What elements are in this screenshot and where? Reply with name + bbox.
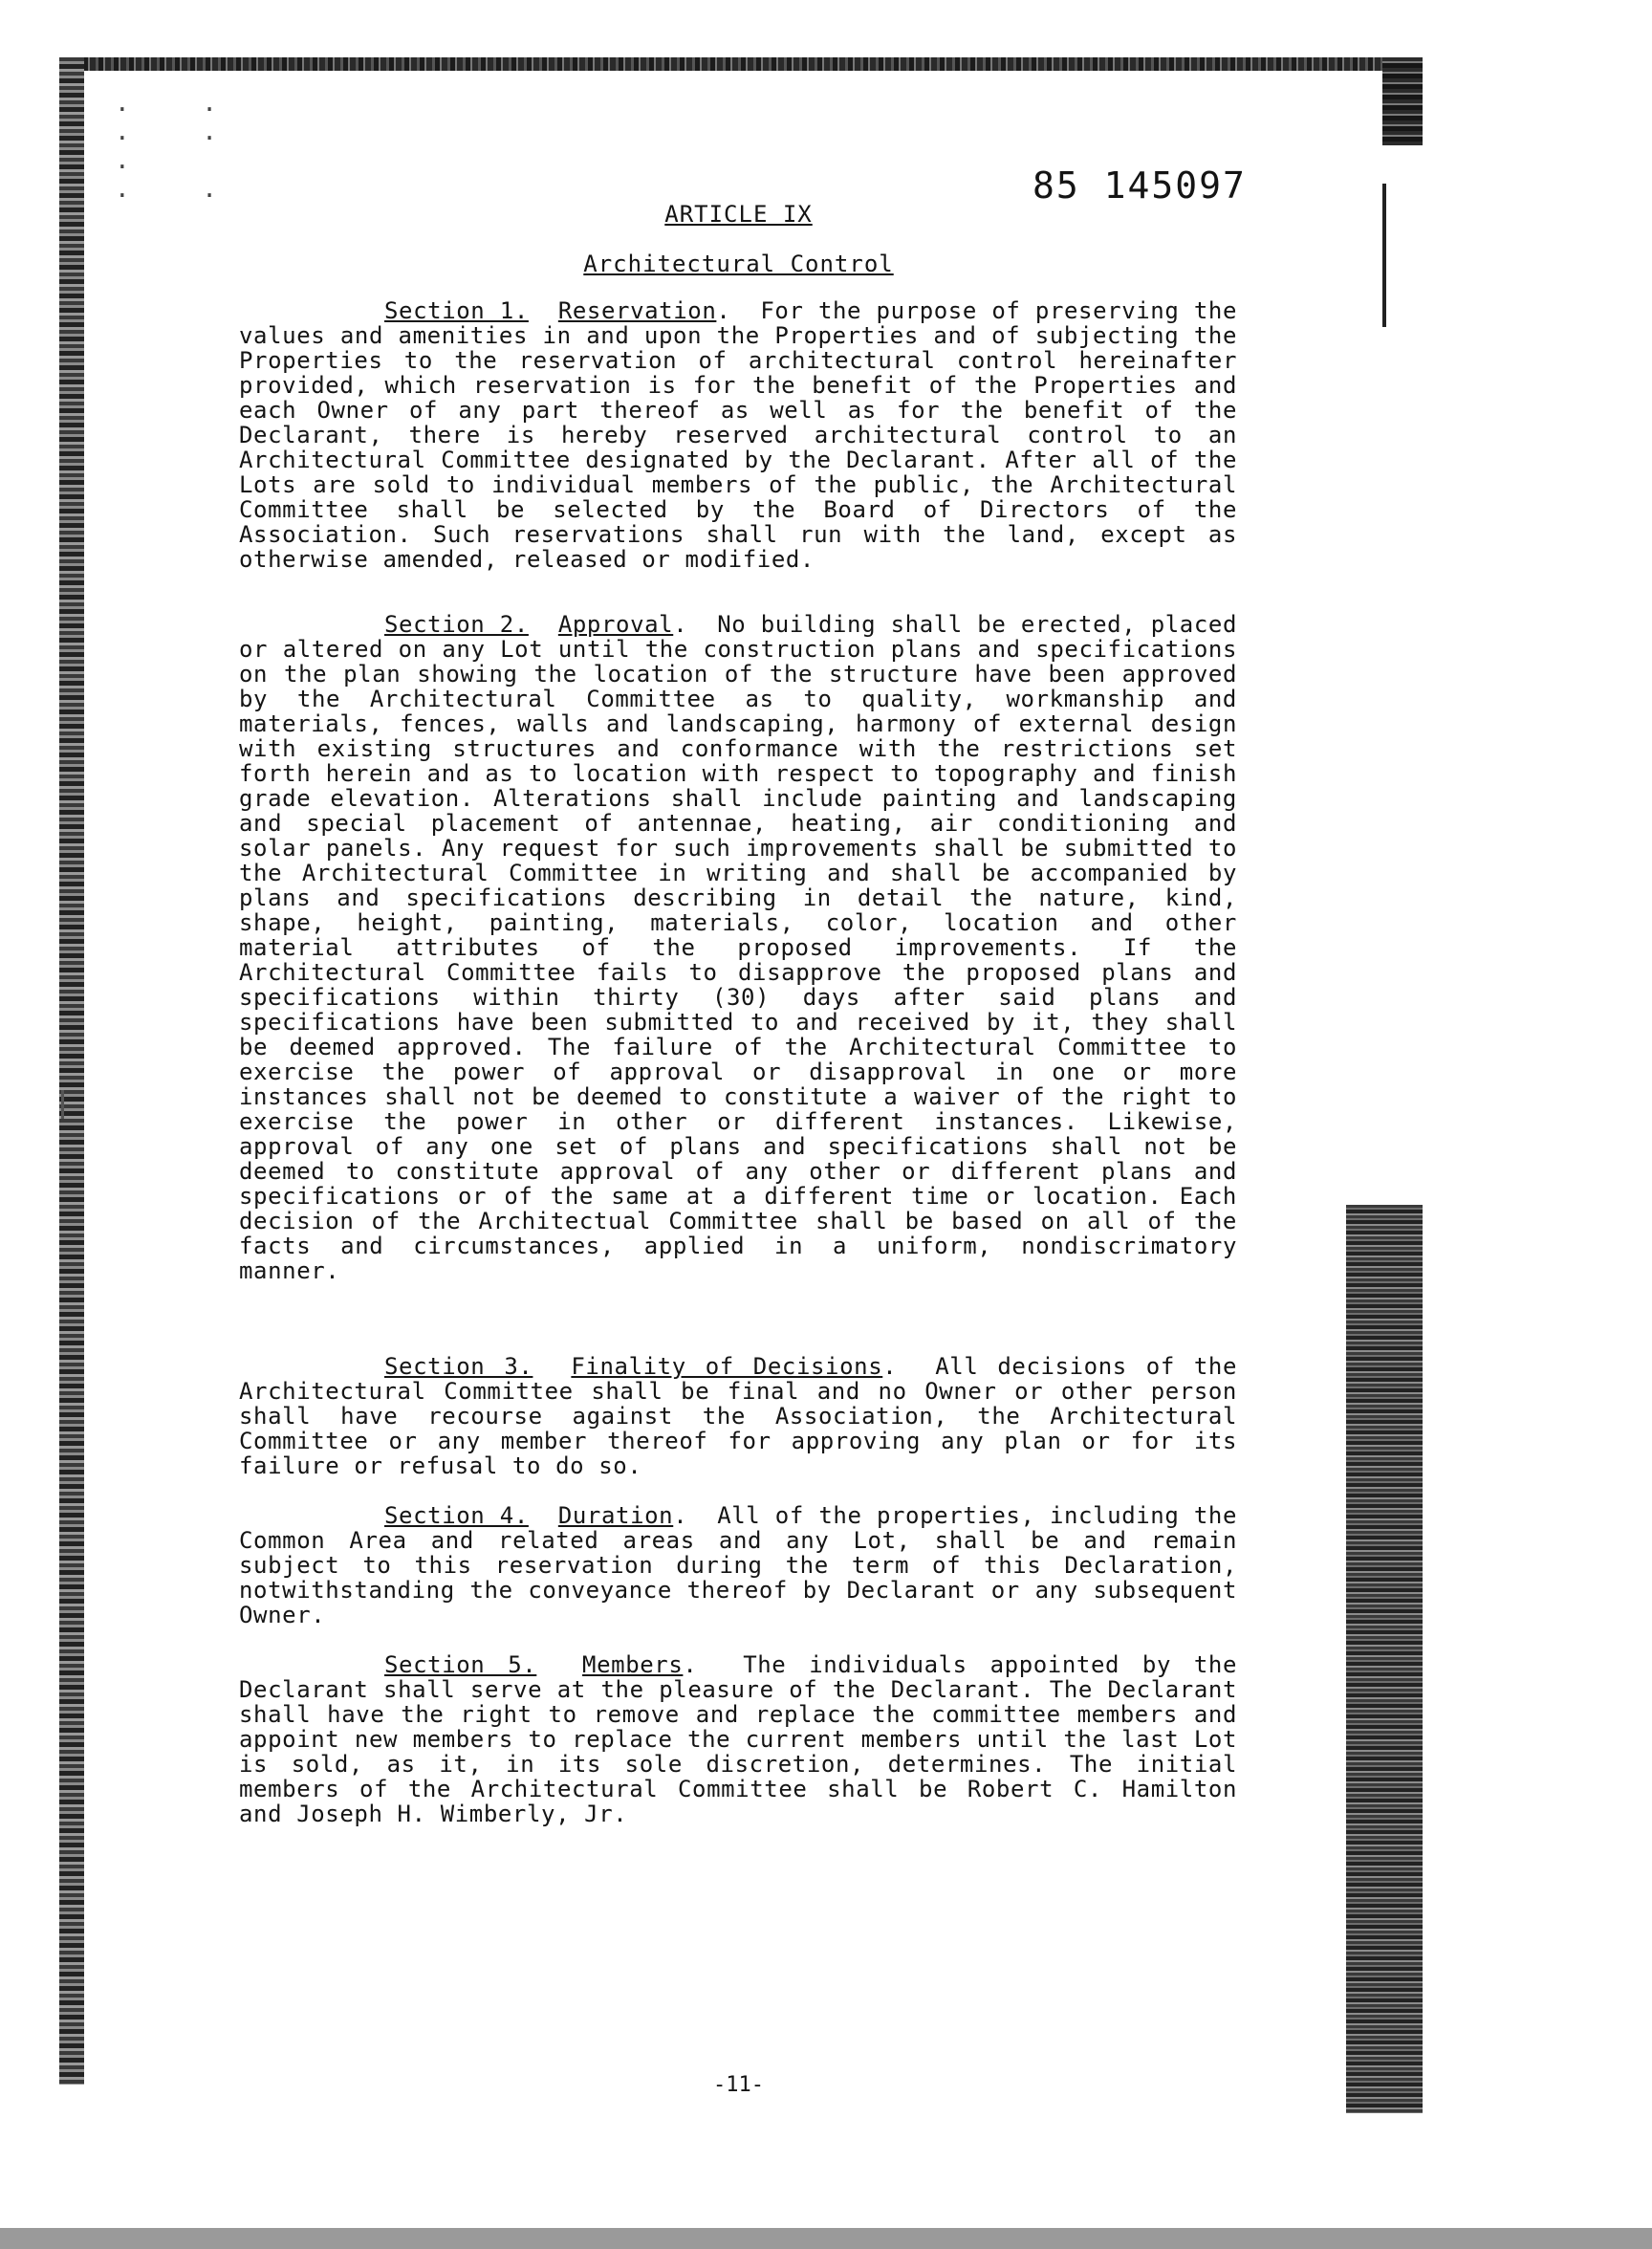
scan-border-right-top [1382,57,1423,145]
section-1-label: Section 1. [384,297,529,324]
section-5-label: Section 5. [384,1651,537,1678]
section-1 [239,298,1237,572]
section-3 [239,1354,1237,1478]
section-1-paragraph: Section 1. Reservation. For the purpose of preserving the values and amenities in and upon the Properties and of subjecting the Properties to the reservation of architectural control hereinafter provided, which reservation is for the benefit of the Properties and each Owner of any part thereof as well as for the benefit of the Declarant, there is hereby reserved architectural control to an Architectural Committee designated by the Declarant. After all of the Lots are sold to individual members of the public, the Architectural Committee shall be selected by the Board of Directors of the Association. Such reservations shall run with the land, except as otherwise amended, released or modified. [239,297,1237,573]
section-2-text: No building shall be erected, placed or altered on any Lot until the construction plans and specifications on the plan showing the location of the structure have been approved by the Architectural Committee as to quality, workmanship and materials, fences, walls and landscaping, harmony of external design with existing structures and conformance with the restrictions set forth herein and as to location with respect to topography and finish grade elevation. Alterations shall include painting and landscaping and special placement of antennae, heating, air conditioning and solar panels. Any request for such improvements shall be submitted to the Architectural Committee in writing and shall be accompanied by plans and specifications describing in detail the nature, kind, shape, height, painting, materials, color, location and other material attributes of the proposed improvements. If the Architectural Committee fails to disapprove the proposed plans and specifications within thirty (30) days after said plans and specifications have been submitted to and received by it, they shall be deemed approved. The failure of the Architectural Committee to exercise the power of approval or disapproval in one or more instances shall not be deemed to constitute a waiver of the right to exercise the power in other or different instances. Likewise, approval of any one set of plans and specifications shall not be deemed to constitute approval of any other or different plans and specifications or of the same at a different time or location. Each decision of the Architectual Committee shall be based on all of the facts and circumstances, applied in a uniform, nondiscrimatory manner. [239,611,1237,1284]
section-2-paragraph: Section 2. Approval. No building shall be erected, placed or altered on any Lot until the construction plans and specifications on the plan showing the location of the structure have been approved by the Architectural Committee as to quality, workmanship and materials, fences, walls and landscaping, harmony of external design with existing structures and conformance with the restrictions set forth herein and as to location with respect to topography and finish grade elevation. Alterations shall include painting and landscaping and special placement of antennae, heating, air conditioning and solar panels. Any request for such improvements shall be submitted to the Architectural Committee in writing and shall be accompanied by plans and specifications describing in detail the nature, kind, shape, height, painting, materials, color, location and other material attributes of the proposed improvements. If the Architectural Committee fails to disapprove the proposed plans and specifications within thirty (30) days after said plans and specifications have been submitted to and received by it, they shall be deemed approved. The failure of the Architectural Committee to exercise the power of approval or disapproval in one or more instances shall not be deemed to constitute a waiver of the right to exercise the power in other or different instances. Likewise, approval of any one set of plans and specifications shall not be deemed to constitute approval of any other or different plans and specifications or of the same at a different time or location. Each decision of the Architectual Committee shall be based on all of the facts and circumstances, applied in a uniform, nondiscrimatory manner. [239,611,1237,1284]
section-1-text: For the purpose of preserving the values and amenities in and upon the Properties and of subjecting the Properties to the reservation of architectural control hereinafter provided, which reservation is for the benefit of the Properties and each Owner of any part thereof as well as for the benefit of the Declarant, there is hereby reserved architectural control to an Architectural Committee designated by the Declarant. After all of the Lots are sold to individual members of the public, the Architectural Committee shall be selected by the Board of Directors of the Association. Such reservations shall run with the land, except as otherwise amended, released or modified. [239,297,1237,573]
article-title: ARTICLE IX [664,201,813,228]
section-3-label: Section 3. [384,1353,533,1380]
section-3-heading: Finality of Decisions [571,1353,883,1380]
section-2-heading: Approval [557,611,674,638]
section-2 [239,612,1237,1283]
article-subtitle: Architectural Control [583,251,894,277]
section-4 [239,1503,1237,1627]
scan-border-top [59,57,1423,71]
section-4-text: All of the properties, including the Common Area and related areas and any Lot, shall be and remain subject to this reservation during the term of this Declaration, notwithstanding the conveyance thereof by Declarant or any subsequent Owner. [239,1502,1237,1628]
section-4-paragraph: Section 4. Duration. All of the properties, including the Common Area and related areas and any Lot, shall be and remain subject to this reservation during the term of this Declaration, notwithstanding the conveyance thereof by Declarant or any subsequent Owner. [239,1502,1237,1628]
document-number: 85 145097 [1032,164,1247,207]
section-5-paragraph: Section 5. Members. The individuals appointed by the Declarant shall serve at the pleasure of the Declarant. The Declarant shall have the right to remove and replace the committee members and appoint new members to replace the current members until the last Lot is sold, as it, in its sole discretion, determines. The initial members of the Architectural Committee shall be Robert C. Hamilton and Joseph H. Wimberly, Jr. [239,1651,1238,1827]
scan-border-right [1346,1205,1423,2113]
section-4-heading: Duration [557,1502,674,1529]
section-4-label: Section 4. [384,1502,529,1529]
scan-tick [61,1090,64,1119]
section-3-paragraph: Section 3. Finality of Decisions. All decisions of the Architectural Committee shall be final and no Owner or other person shall have recourse against the Association, the Architectural Committee or any member thereof for approving any plan or for its failure or refusal to do so. [239,1353,1237,1479]
scan-specks: · · · · · · · [115,96,246,210]
section-5-text: The individuals appointed by the Declarant shall serve at the pleasure of the Declarant. The Declarant shall have the right to remove and replace the committee members and appoint new members to replace the current members until the last Lot is sold, as it, in its sole discretion, determines. The initial members of the Architectural Committee shall be Robert C. Hamilton and Joseph H. Wimberly, Jr. [239,1651,1238,1827]
scan-border-left [59,57,84,2085]
section-3-text: All decisions of the Architectural Committee shall be final and no Owner or other person shall have recourse against the Association, the Architectural Committee or any member thereof for approving any plan or for its failure or refusal to do so. [239,1353,1237,1479]
section-1-heading: Reservation [557,297,717,324]
section-2-label: Section 2. [384,611,529,638]
section-5-heading: Members [582,1651,684,1678]
scan-bottom-band [0,2228,1652,2249]
page-number: -11- [713,2073,764,2097]
section-5 [239,1652,1237,1826]
